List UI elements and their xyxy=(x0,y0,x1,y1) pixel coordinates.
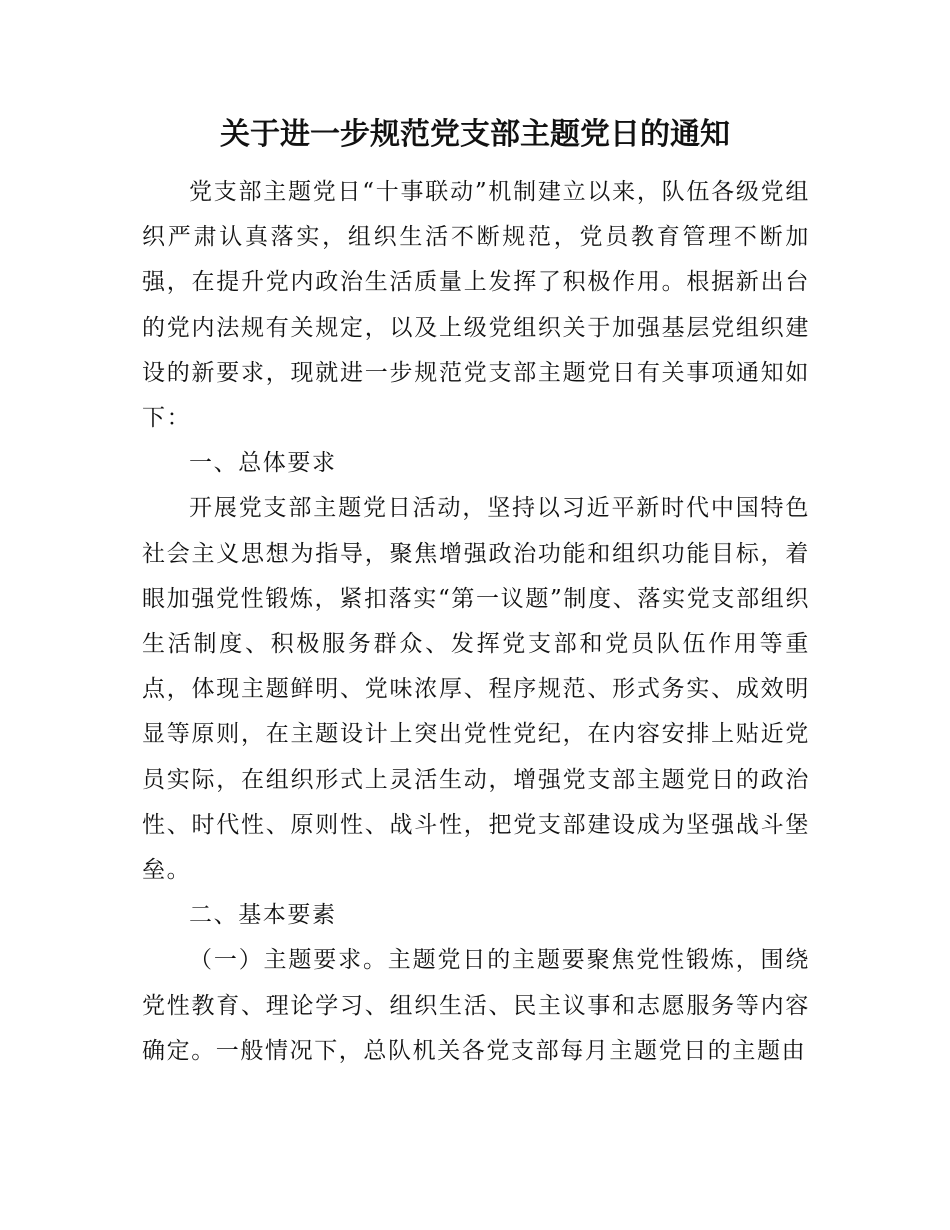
intro-paragraph: 党支部主题党日“十事联动”机制建立以来，队伍各级党组织严肃认真落实，组织生活不断规范，党员教育管理不断加强，在提升党内政治生活质量上发挥了积极作用。根据新出台的党内法规有关规定，以及上级党组织关于加强基层党组织建设的新要求，现就进一步规范党支部主题党日有关事项通知如下： xyxy=(142,179,810,432)
document-body xyxy=(142,170,810,1074)
document-title: 关于进一步规范党支部主题党日的通知 xyxy=(220,117,730,152)
section-paragraph-general-requirements: 开展党支部主题党日活动，坚持以习近平新时代中国特色社会主义思想为指导，聚焦增强政治功能和组织功能目标，着眼加强党性锻炼，紧扣落实“第一议题”制度、落实党支部组织生活制度、积极服务群众、发挥党支部和党员队伍作用等重点，体现主题鲜明、党味浓厚、程序规范、形式务实、成效明显等原则，在主题设计上突出党性党纪，在内容安排上贴近党员实际，在组织形式上灵活生动，增强党支部主题党日的政治性、时代性、原则性、战斗性，把党支部建设成为坚强战斗堡垒。 xyxy=(142,495,810,884)
section-paragraph-theme-requirements: （一）主题要求。主题党日的主题要聚焦党性锻炼，围绕党性教育、理论学习、组织生活、民主议事和志愿服务等内容确定。一般情况下，总队机关各党支部每月主题党日的主题由 xyxy=(142,947,810,1064)
section-heading-basic-elements: 二、基本要素 xyxy=(189,902,337,929)
section-heading-general-requirements: 一、总体要求 xyxy=(189,450,337,477)
